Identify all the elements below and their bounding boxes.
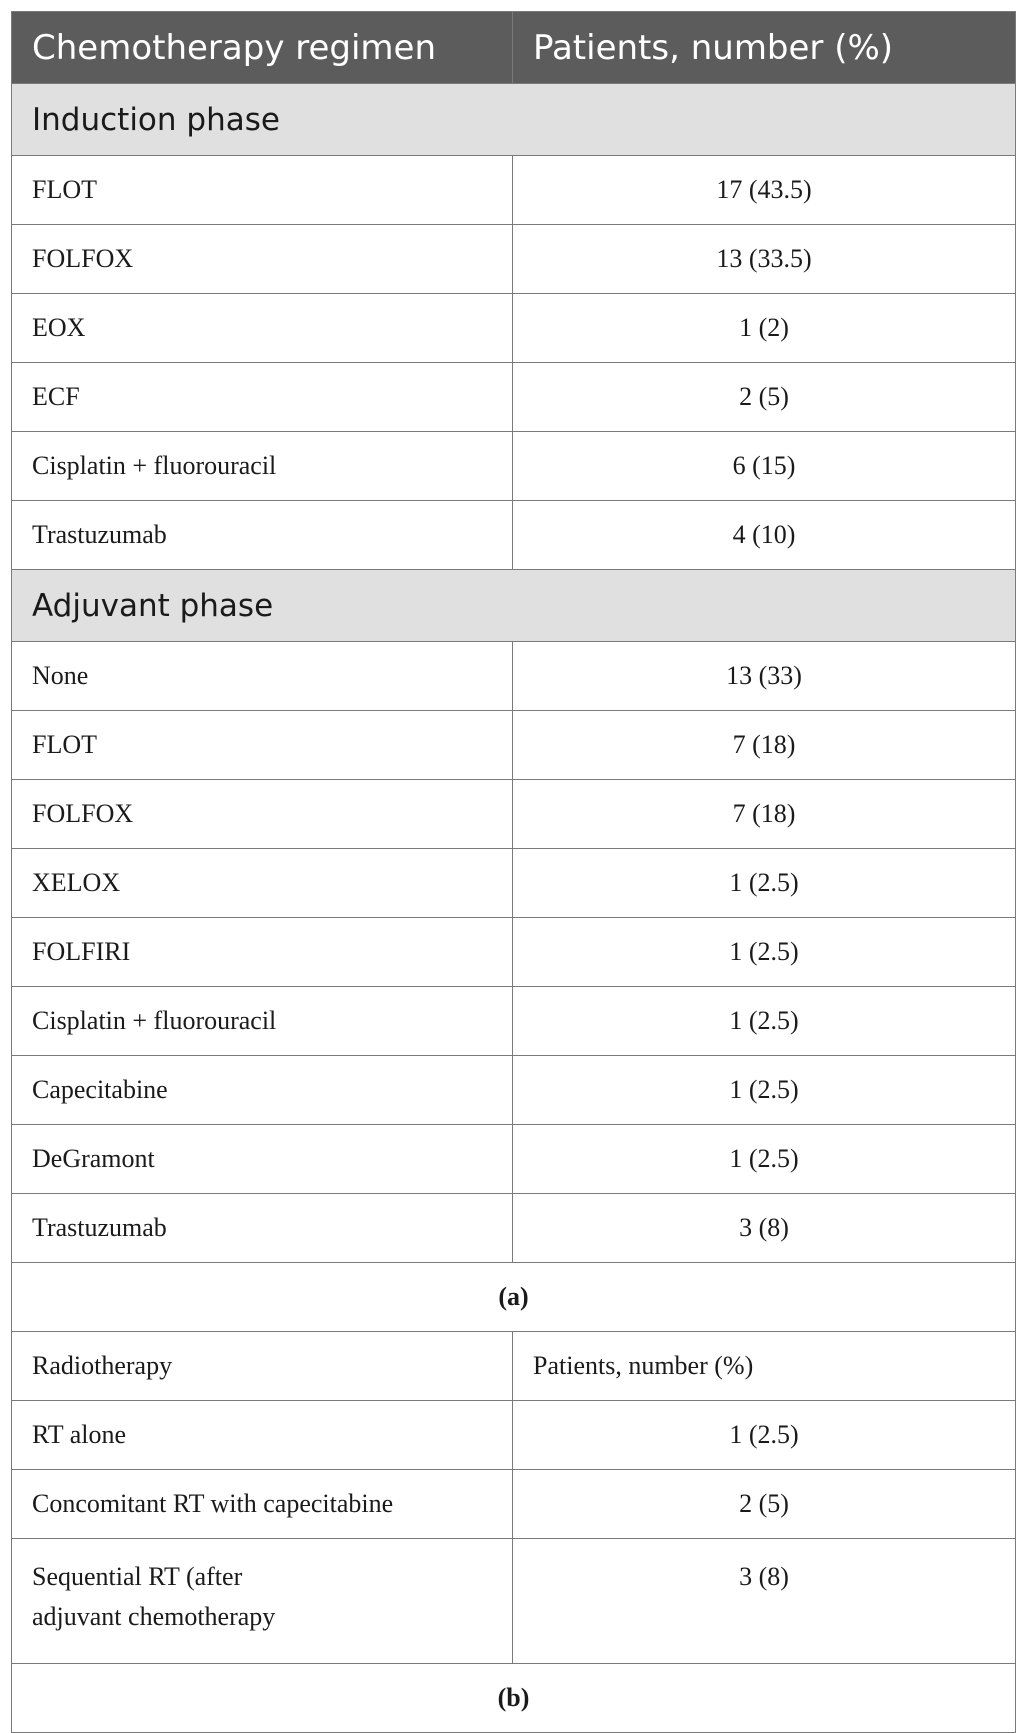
patients-value: 1 (2.5) [513, 1401, 1016, 1470]
table-row [12, 156, 1016, 225]
table-row [12, 1194, 1016, 1263]
caption-row-b [12, 1664, 1016, 1733]
patients-value: 1 (2.5) [513, 1056, 1016, 1125]
regimen-name: EOX [12, 294, 513, 363]
section-title-induction: Induction phase [12, 84, 1016, 156]
caption-a: (a) [12, 1263, 1016, 1332]
header-patients: Patients, number (%) [513, 12, 1016, 84]
rt-name-line2: adjuvant chemotherapy [32, 1602, 276, 1631]
regimen-name: FOLFOX [12, 780, 513, 849]
table-row [12, 1125, 1016, 1194]
regimen-name: FLOT [12, 156, 513, 225]
patients-value: 1 (2.5) [513, 849, 1016, 918]
header-rt-patients: Patients, number (%) [513, 1332, 1016, 1401]
patients-value: 13 (33) [513, 642, 1016, 711]
regimen-name: ECF [12, 363, 513, 432]
patients-value: 3 (8) [513, 1539, 1016, 1664]
section-title-adjuvant: Adjuvant phase [12, 570, 1016, 642]
rt-name [12, 1539, 513, 1664]
table-row [12, 1470, 1016, 1539]
patients-value: 2 (5) [513, 363, 1016, 432]
caption-b: (b) [12, 1664, 1016, 1733]
table-row [12, 294, 1016, 363]
table-row [12, 1401, 1016, 1470]
table-row [12, 711, 1016, 780]
regimen-name: Cisplatin + fluorouracil [12, 432, 513, 501]
section-adjuvant [12, 570, 1016, 642]
regimen-name: Trastuzumab [12, 1194, 513, 1263]
regimen-name: FLOT [12, 711, 513, 780]
regimen-name: Trastuzumab [12, 501, 513, 570]
table-row [12, 501, 1016, 570]
table-row [12, 918, 1016, 987]
radiotherapy-header-row [12, 1332, 1016, 1401]
regimen-table [11, 11, 1016, 1733]
table-row [12, 225, 1016, 294]
regimen-name: FOLFOX [12, 225, 513, 294]
table-row [12, 780, 1016, 849]
table-header-row [12, 12, 1016, 84]
regimen-name: None [12, 642, 513, 711]
patients-value: 6 (15) [513, 432, 1016, 501]
header-regimen: Chemotherapy regimen [12, 12, 513, 84]
rt-name: Concomitant RT with capecitabine [12, 1470, 513, 1539]
rt-name: RT alone [12, 1401, 513, 1470]
rt-name-line1: Sequential RT (after [32, 1562, 243, 1591]
section-induction [12, 84, 1016, 156]
patients-value: 4 (10) [513, 501, 1016, 570]
patients-value: 1 (2.5) [513, 918, 1016, 987]
patients-value: 7 (18) [513, 780, 1016, 849]
patients-value: 7 (18) [513, 711, 1016, 780]
caption-row-a [12, 1263, 1016, 1332]
regimen-name: XELOX [12, 849, 513, 918]
table-row [12, 432, 1016, 501]
patients-value: 1 (2.5) [513, 987, 1016, 1056]
patients-value: 2 (5) [513, 1470, 1016, 1539]
regimen-name: FOLFIRI [12, 918, 513, 987]
table-row [12, 1056, 1016, 1125]
patients-value: 17 (43.5) [513, 156, 1016, 225]
table-row [12, 1539, 1016, 1664]
patients-value: 1 (2) [513, 294, 1016, 363]
patients-value: 13 (33.5) [513, 225, 1016, 294]
header-radiotherapy: Radiotherapy [12, 1332, 513, 1401]
regimen-name: Capecitabine [12, 1056, 513, 1125]
patients-value: 3 (8) [513, 1194, 1016, 1263]
patients-value: 1 (2.5) [513, 1125, 1016, 1194]
table-row [12, 849, 1016, 918]
table-row [12, 987, 1016, 1056]
table-row [12, 642, 1016, 711]
table-row [12, 363, 1016, 432]
regimen-name: Cisplatin + fluorouracil [12, 987, 513, 1056]
regimen-name: DeGramont [12, 1125, 513, 1194]
